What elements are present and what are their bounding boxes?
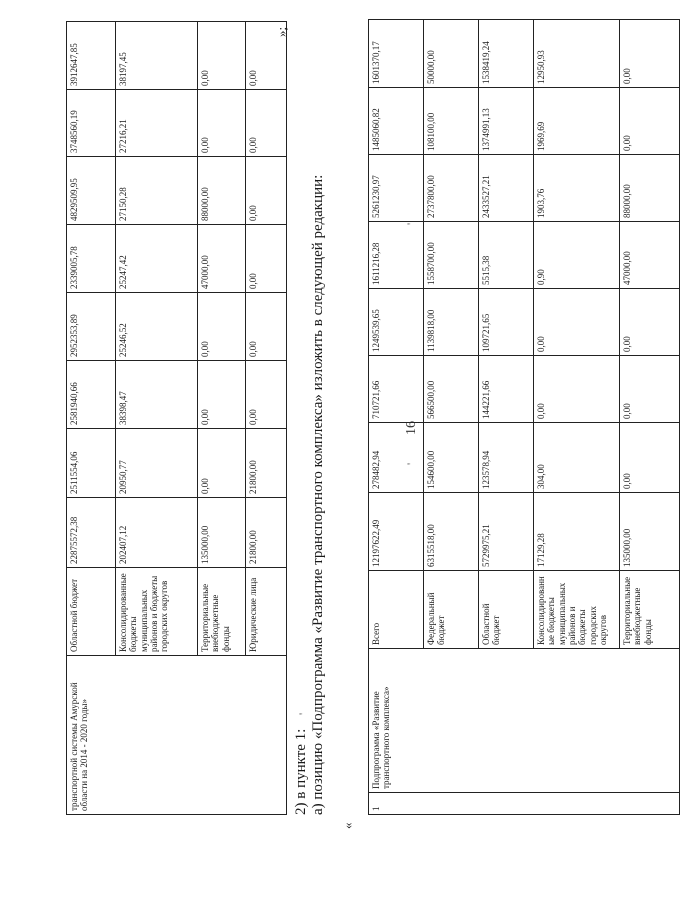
year-cell: 25247,42 [116,225,198,293]
year-cell: 0,00 [198,293,246,361]
source-cell: Консолидированные бюджеты муниципальных районов и бюджеты городских округов [534,571,620,649]
total-cell: 135000,00 [198,498,246,568]
year-cell: 0,00 [620,20,680,88]
year-cell: 1139818,00 [424,289,479,356]
year-cell: 109721,65 [479,289,534,356]
year-cell: 144221,66 [479,356,534,423]
source-cell: Областной бюджет [479,571,534,649]
source-cell: Юридические лица [246,568,287,656]
page-number: 16 [404,421,419,435]
year-cell: 0,00 [198,361,246,429]
year-cell: 0,00 [620,356,680,423]
year-cell: 710721,66 [369,356,424,423]
year-cell: 2339005,78 [67,225,116,293]
amendment-subpoint: а) позицию «Подпрограмма «Развитие транспортного комплекса» изложить в следующей редакции: [310,174,326,815]
year-cell: 1601370,17 [369,20,424,88]
total-cell: 135000,00 [620,493,680,571]
year-cell: 3748560,19 [67,90,116,157]
total-cell: 17129,28 [534,493,620,571]
year-cell: 2511554,06 [67,429,116,498]
total-cell: 22875572,38 [67,498,116,568]
year-cell: 3912647,85 [67,22,116,90]
year-cell: 0,00 [246,22,287,90]
year-cell: 0,00 [246,157,287,225]
year-cell: 0,00 [534,289,620,356]
year-cell: 27216,21 [116,90,198,157]
year-cell: 88000,00 [198,157,246,225]
year-cell: 123578,94 [479,423,534,493]
year-cell: 1558700,00 [424,222,479,289]
year-cell: 0,00 [620,423,680,493]
subprogram-name-cell: Подпрограмма «Развитие транспортного комплекса» [369,649,680,793]
year-cell: 0,00 [198,429,246,498]
year-cell: 1374991,13 [479,88,534,155]
table-row [67,22,116,815]
year-cell: 50000,00 [424,20,479,88]
year-cell: 2581940,66 [67,361,116,429]
year-cell: 5515,38 [479,222,534,289]
year-cell: 47000,00 [198,225,246,293]
year-cell: 88000,00 [620,155,680,222]
year-cell: 2433527,21 [479,155,534,222]
year-cell: 0,00 [198,90,246,157]
closing-quote: »; [274,26,289,37]
year-cell: 0,00 [246,361,287,429]
source-cell: Федеральный бюджет [424,571,479,649]
year-cell: 5261230,97 [369,155,424,222]
total-cell: 5729975,21 [479,493,534,571]
year-cell: 38197,45 [116,22,198,90]
row-number-cell: 1 [369,793,680,815]
year-cell: 154600,00 [424,423,479,493]
year-cell: 27150,28 [116,157,198,225]
total-cell: 12197622,49 [369,493,424,571]
year-cell: 2952353,89 [67,293,116,361]
source-cell: Всего [369,571,424,649]
year-cell: 0,00 [246,90,287,157]
table-row [369,20,424,815]
total-cell: 21800,00 [246,498,287,568]
year-cell: 4829509,95 [67,157,116,225]
scan-mark-right: ' [404,222,418,225]
year-cell: 20950,77 [116,429,198,498]
scan-mark-center: ' [404,462,418,465]
total-cell: 202407,12 [116,498,198,568]
year-cell: 2737800,00 [424,155,479,222]
total-cell: 6315518,00 [424,493,479,571]
amendment-point: 2) в пункте 1: [293,728,309,815]
year-cell: 1249539,65 [369,289,424,356]
program-name-cell: транспортной системы Амурской области на 2014 - 2020 годы» [67,656,287,815]
year-cell: 0,00 [534,356,620,423]
year-cell: 108100,00 [424,88,479,155]
funding-table-continued [66,21,287,815]
year-cell: 0,00 [620,88,680,155]
year-cell: 47000,00 [620,222,680,289]
year-cell: 0,90 [534,222,620,289]
source-cell: Территориальные внебюджетные фонды [620,571,680,649]
year-cell: 1611216,28 [369,222,424,289]
source-cell: Территориальные внебюджетные фонды [198,568,246,656]
year-cell: 0,00 [246,293,287,361]
year-cell: 304,00 [534,423,620,493]
opening-quote: « [340,822,355,829]
year-cell: 1485060,82 [369,88,424,155]
source-cell: Областной бюджет [67,568,116,656]
year-cell: 12950,93 [534,20,620,88]
year-cell: 0,00 [246,225,287,293]
year-cell: 566500,00 [424,356,479,423]
year-cell: 21800,00 [246,429,287,498]
year-cell: 278482,94 [369,423,424,493]
year-cell: 25246,52 [116,293,198,361]
year-cell: 1903,76 [534,155,620,222]
subprogram-funding-table [368,19,680,815]
scan-mark-left: ' [296,712,310,715]
year-cell: 0,00 [198,22,246,90]
year-cell: 1538419,24 [479,20,534,88]
source-cell: Консолидированные бюджеты муниципальных районов и бюджеты городских округов [116,568,198,656]
year-cell: 38398,47 [116,361,198,429]
year-cell: 0,00 [620,289,680,356]
year-cell: 1969,69 [534,88,620,155]
